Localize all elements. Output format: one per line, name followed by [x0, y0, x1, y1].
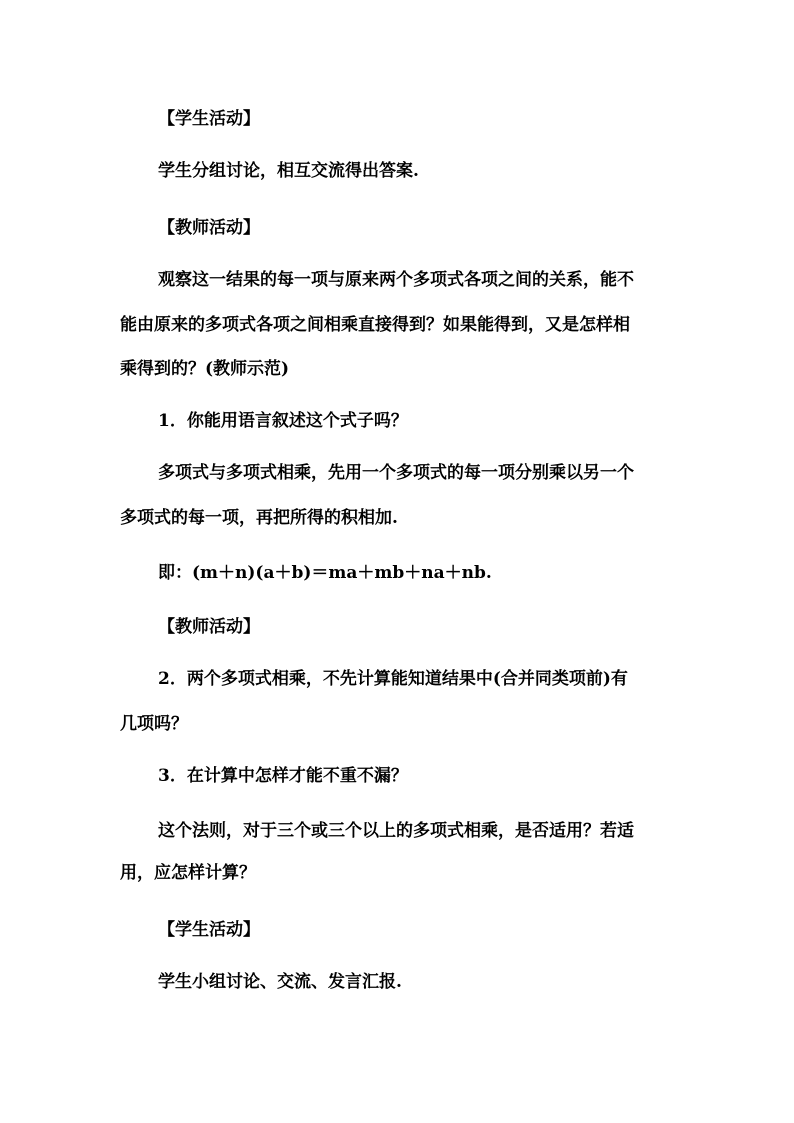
paragraph-line: 多项式与多项式相乘，先用一个多项式的每一项分别乘以另一个	[158, 463, 634, 483]
paragraph-line: 几项吗？	[120, 714, 188, 734]
paragraph-line: 乘得到的？(教师示范)	[120, 359, 290, 379]
paragraph-line: 学生小组讨论、交流、发言汇报.	[158, 972, 402, 992]
question-line: 2．两个多项式相乘，不先计算能知道结果中(合并同类项前)有	[158, 669, 628, 689]
section-heading-student-activity: 【学生活动】	[158, 109, 260, 129]
paragraph-line: 学生分组讨论，相互交流得出答案.	[158, 161, 419, 181]
section-heading-student-activity: 【学生活动】	[158, 920, 260, 940]
formula-line: 即：(m＋n)(a＋b)＝ma＋mb＋na＋nb.	[158, 563, 492, 583]
paragraph-line: 多项式的每一项，再把所得的积相加.	[120, 508, 398, 528]
section-heading-teacher-activity: 【教师活动】	[158, 218, 260, 238]
paragraph-line: 用，应怎样计算？	[120, 863, 256, 883]
paragraph-line: 能由原来的多项式各项之间相乘直接得到？如果能得到，又是怎样相	[120, 315, 630, 335]
paragraph-line: 观察这一结果的每一项与原来两个多项式各项之间的关系，能不	[158, 270, 634, 290]
section-heading-teacher-activity: 【教师活动】	[158, 617, 260, 637]
question-line: 3．在计算中怎样才能不重不漏？	[158, 766, 408, 786]
question-line: 1．你能用语言叙述这个式子吗？	[158, 411, 408, 431]
paragraph-line: 这个法则，对于三个或三个以上的多项式相乘，是否适用？若适	[158, 821, 634, 841]
